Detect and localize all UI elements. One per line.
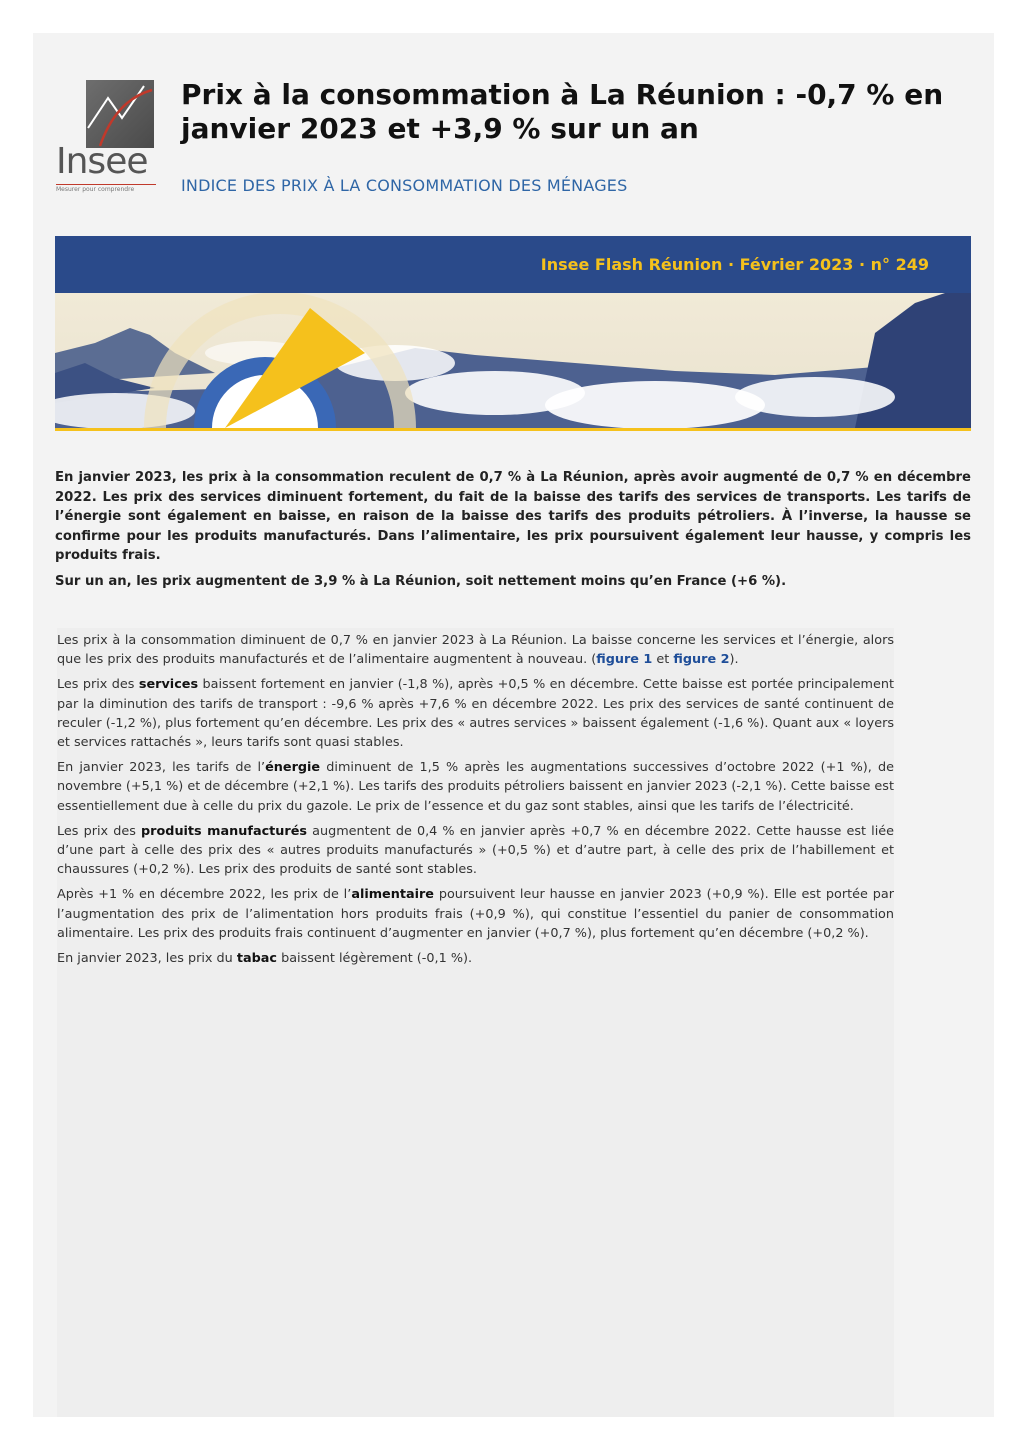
logo-wordmark: Insee — [56, 141, 148, 182]
text-span: Les prix des — [57, 823, 142, 839]
lead-paragraph-annual: Sur un an, les prix augmentent de 3,9 % à La Réunion, soit nettement moins qu’en France (+6 %). — [55, 573, 787, 589]
figure-1-link[interactable]: figure 1 — [596, 652, 653, 668]
text-span: ). — [729, 652, 739, 668]
text-span: Les prix des — [57, 677, 139, 693]
publication-bar — [55, 236, 971, 293]
publication-label: Insee Flash Réunion · Février 2023 · n° 249 — [540, 255, 929, 274]
page-subtitle: INDICE DES PRIX À LA CONSOMMATION DES MÉNAGES — [181, 176, 628, 195]
text-span: En janvier 2023, les prix du — [57, 951, 237, 967]
keyword-services: services — [138, 677, 199, 693]
body-paragraph-tobacco — [57, 949, 894, 968]
text-span: baissent fortement en janvier (-1,8 %), après +0,5 % en décembre. Cette baisse est portée principalement par la diminution des tarifs de transport : -9,6 % après +7,6 % en décembre 2022. Les prix des services de santé continuent de reculer (-1,2 %), plus fortement qu’en décembre. Les prix des « autres services » baissent également (-1,6 %). Quant aux « loyers et services rattachés », leurs tarifs sont quasi stables. — [57, 677, 894, 751]
landscape-illustration — [55, 293, 971, 428]
keyword-tobacco: tabac — [236, 951, 277, 967]
logo-tagline: Mesurer pour comprendre — [56, 184, 156, 194]
body-paragraph-overview — [57, 631, 894, 669]
body-paragraph-energy — [57, 758, 894, 816]
lead-paragraph: En janvier 2023, les prix à la consommation reculent de 0,7 % à La Réunion, après avoir augmenté de 0,7 % en décembre 2022. Les prix des services diminuent fortement, du fait de la baisse des tarifs des services de transports. Les tarifs de l’énergie sont également en baisse, en raison de la baisse des tarifs des produits pétroliers. À l’inverse, la hausse se confirme pour les produits manufacturés. Dans l’alimentaire, les prix poursuivent également leur hausse, y compris les produits frais. — [55, 470, 971, 563]
body-paragraph-services — [57, 675, 894, 752]
text-span: poursuivent leur hausse en janvier 2023 (+0,9 %). Elle est portée par l’augmentation des prix de l’alimentation hors produits frais (+0,9 %), qui constitue l’essentiel du panier de consommation alimentaire. Les prix des produits frais continuent d’augmenter en janvier (+0,7 %), plus fortement qu’en décembre (+0,2 %). — [57, 887, 894, 941]
text-span: baissent légèrement (-0,1 %). — [277, 951, 473, 967]
body-paragraph-manufactured — [57, 822, 894, 880]
logo-square — [86, 80, 154, 148]
text-span: Les prix à la consommation diminuent de 0,7 % en janvier 2023 à La Réunion. La baisse concerne les services et l’énergie, alors que les prix des produits manufacturés et de l’alimentaire augmentent à nouveau. ( — [57, 633, 894, 668]
text-span: et — [652, 652, 674, 668]
text-span: augmentent de 0,4 % en janvier après +0,7 % en décembre 2022. Cette hausse est liée d’une part à celle des prix des « autres produits manufacturés » (+0,5 %) et d’autre part, à celle des prix de l’habillement et chaussures (+0,2 %). Les prix des produits de santé sont stables. — [57, 823, 894, 878]
lead-summary — [55, 468, 971, 597]
figure-2-link[interactable]: figure 2 — [673, 652, 730, 668]
keyword-energy: énergie — [265, 760, 321, 776]
page-title: Prix à la consommation à La Réunion : -0,7 % en janvier 2023 et +3,9 % sur un an — [181, 78, 944, 145]
body-text — [57, 631, 894, 974]
text-span: diminuent de 1,5 % après les augmentations successives d’octobre 2022 (+1 %), de novembre (+5,1 %) et de décembre (+2,1 %). Les tarifs des produits pétroliers baissent en janvier 2023 (-2,1 %). Cette baisse est essentiellement due à celle du prix du gazole. Le prix de l’essence et du gaz sont stables, ainsi que les tarifs de l’électricité. — [57, 760, 894, 814]
insee-logo — [56, 78, 158, 196]
banner-landscape-image — [55, 293, 971, 431]
text-span: En janvier 2023, les tarifs de l’ — [57, 760, 266, 776]
keyword-food: alimentaire — [351, 887, 434, 903]
logo-mark-icon — [86, 80, 154, 148]
keyword-manufactured: produits manufacturés — [141, 823, 308, 839]
body-paragraph-food — [57, 885, 894, 943]
text-span: Après +1 % en décembre 2022, les prix de l’ — [57, 887, 352, 903]
